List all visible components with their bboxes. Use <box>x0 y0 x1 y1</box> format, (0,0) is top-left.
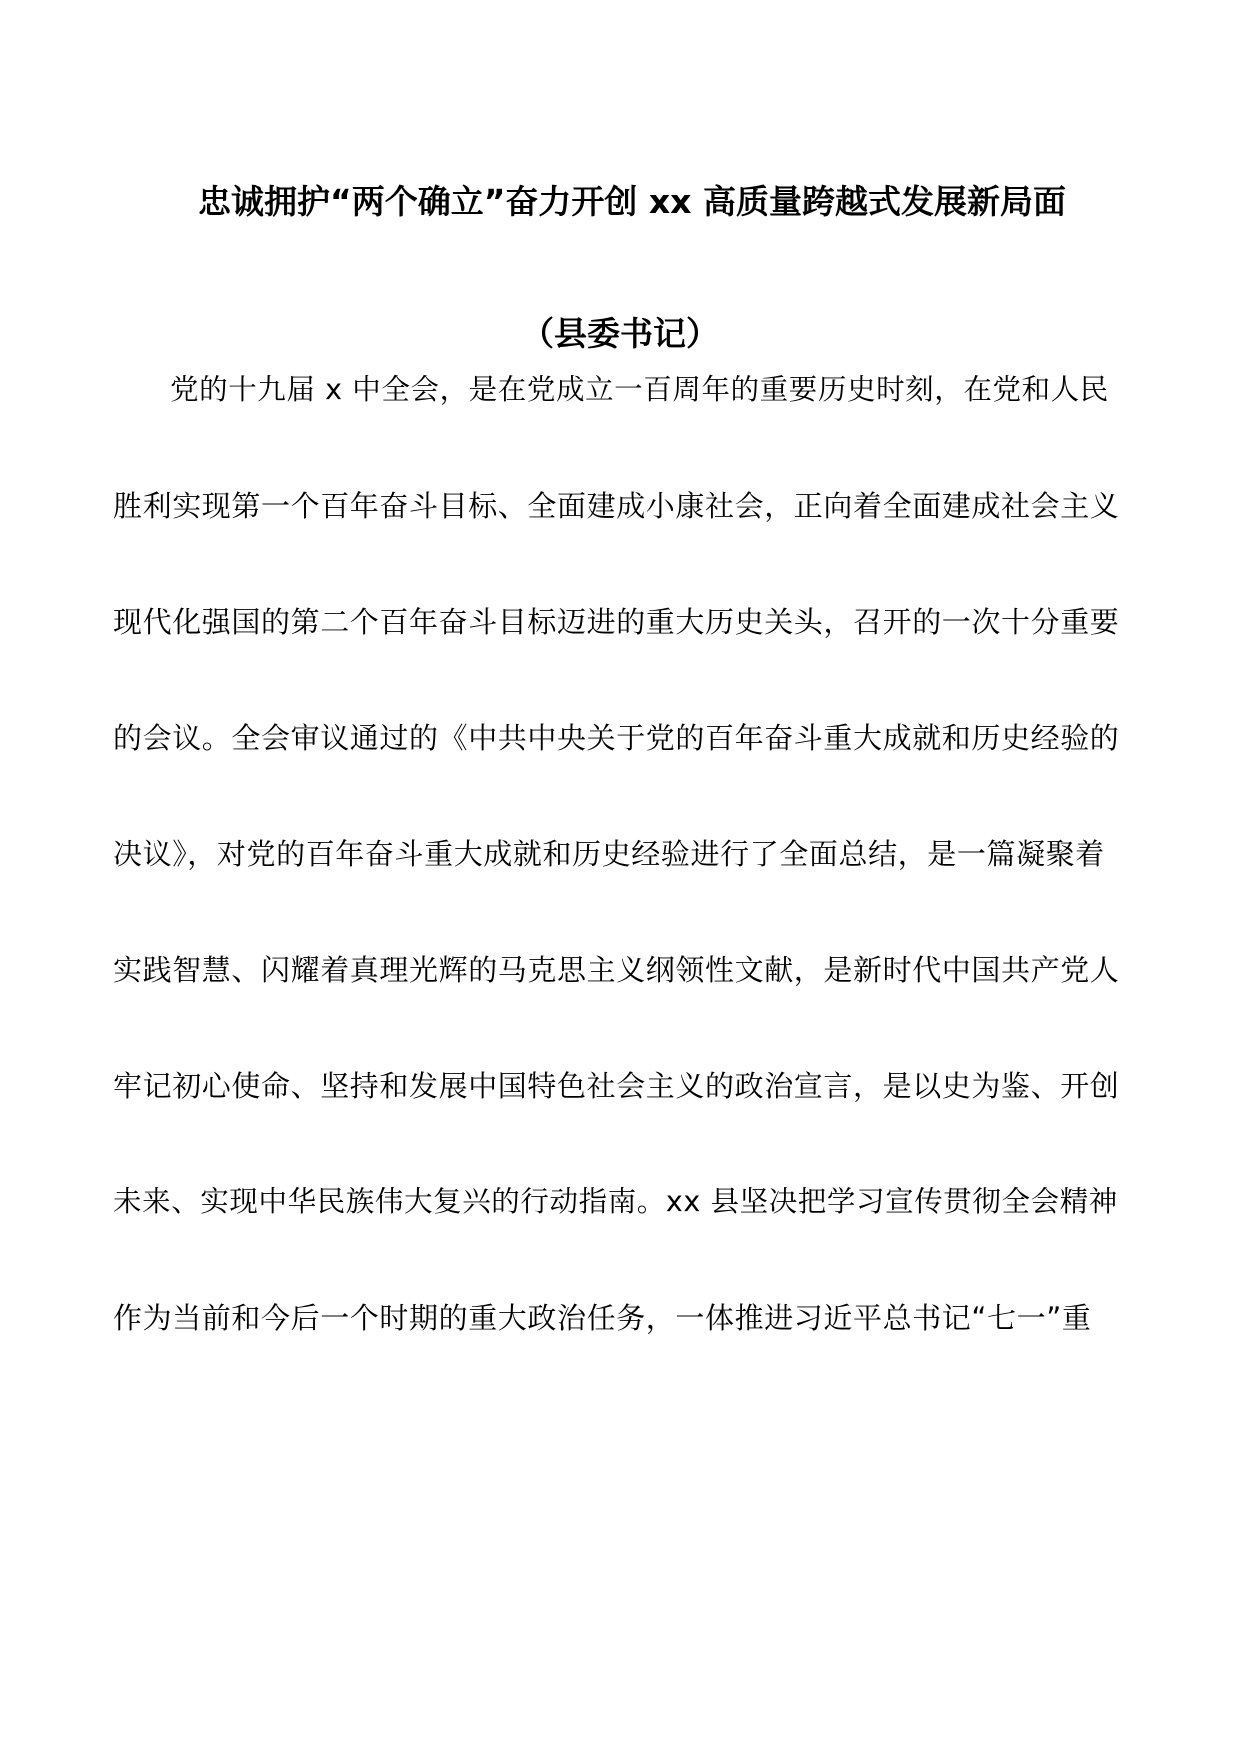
body-line: 胜利实现第一个百年奋斗目标、全面建成小康社会，正向着全面建成社会主义 <box>113 489 1120 523</box>
body-line: 决议》，对党的百年奋斗重大成就和历史经验进行了全面总结，是一篇凝聚着 <box>113 837 1105 871</box>
body-line: 牢记初心使命、坚持和发展中国特色社会主义的政治宣言，是以史为鉴、开创 <box>113 1069 1120 1103</box>
body-line: 现代化强国的第二个百年奋斗目标迈进的重大历史关头，召开的一次十分重要 <box>113 605 1120 639</box>
body-line: 实践智慧、闪耀着真理光辉的马克思主义纲领性文献，是新时代中国共产党人 <box>113 953 1120 987</box>
document-title: 忠诚拥护“两个确立”奋力开创 xx 高质量跨越式发展新局面 <box>198 182 1066 221</box>
body-line: 党的十九届 x 中全会，是在党成立一百周年的重要历史时刻，在党和人民 <box>170 373 1109 406</box>
body-line: 作为当前和今后一个时期的重大政治任务，一体推进习近平总书记“七一”重 <box>113 1301 1092 1335</box>
body-line: 未来、实现中华民族伟大复兴的行动指南。xx 县坚决把学习宣传贯彻全会精神 <box>113 1185 1118 1218</box>
document-subtitle: （县委书记） <box>521 314 719 353</box>
body-line: 的会议。全会审议通过的《中共中央关于党的百年奋斗重大成就和历史经验的 <box>113 721 1120 755</box>
